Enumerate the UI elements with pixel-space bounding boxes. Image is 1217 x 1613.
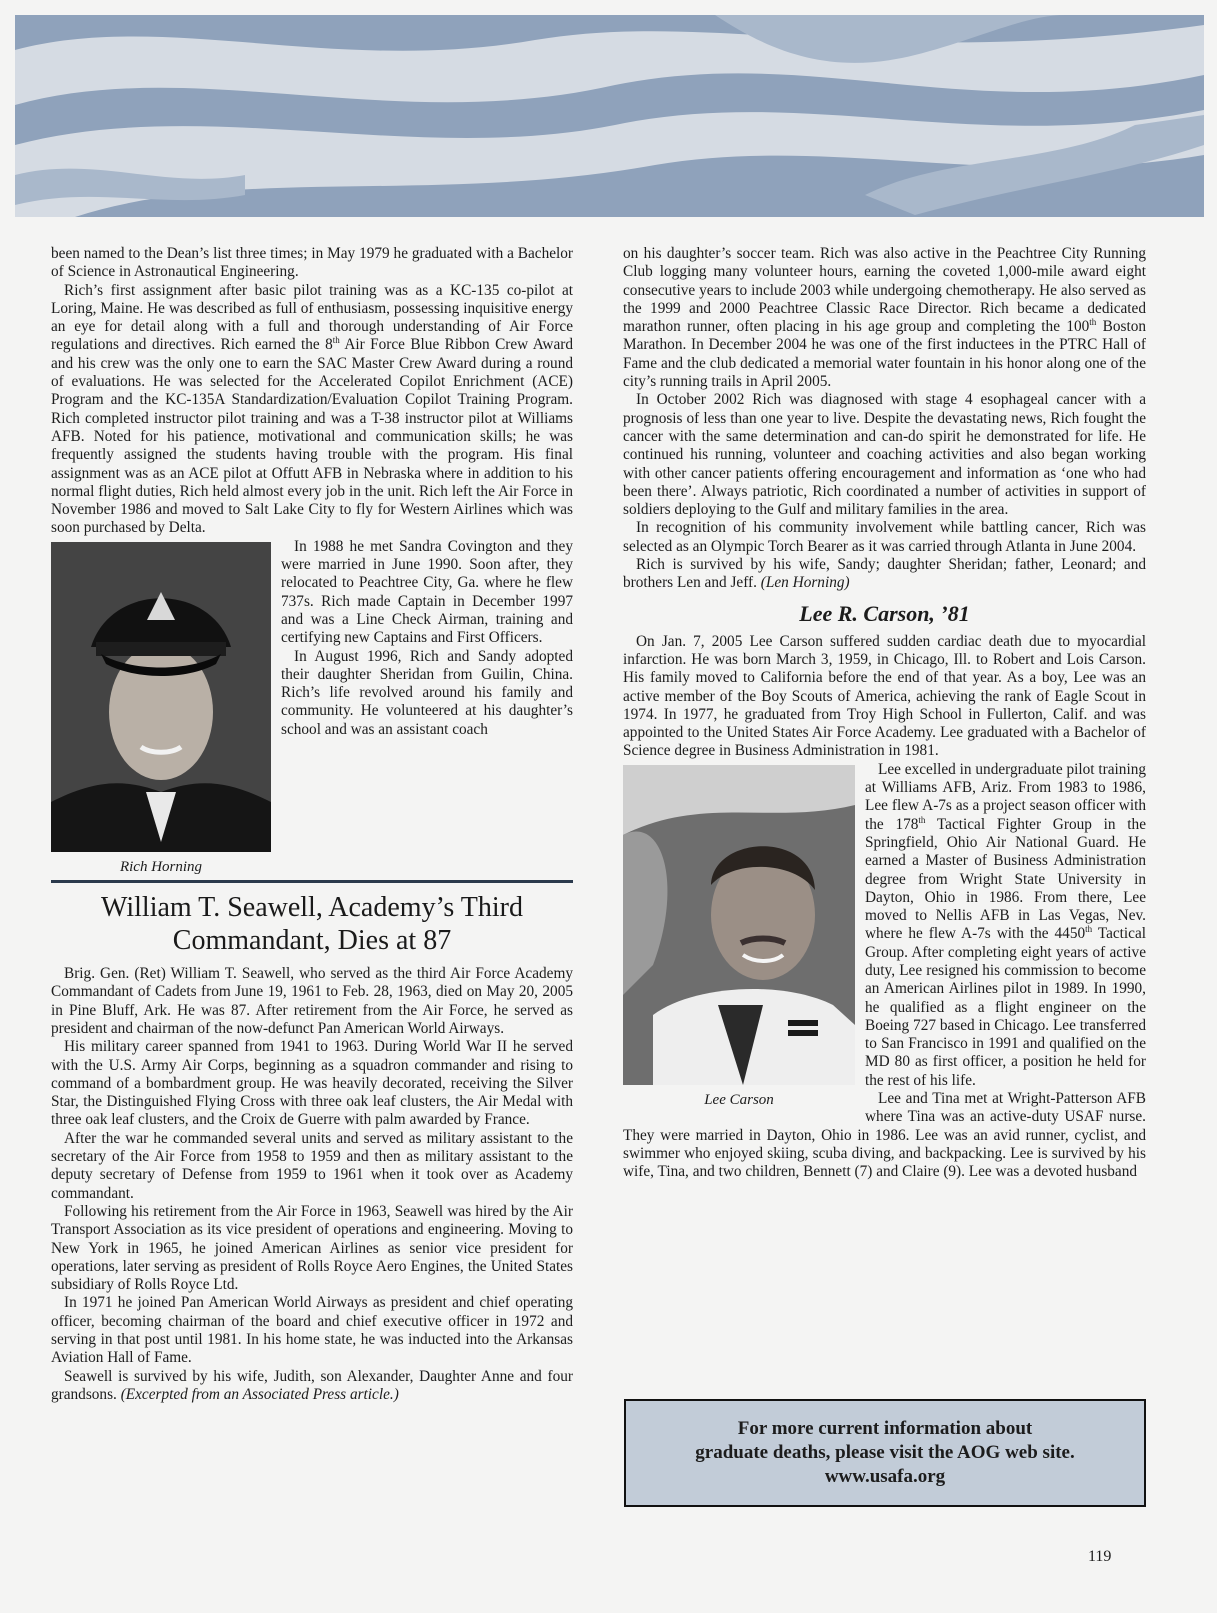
- horning-paragraph-1: been named to the Dean’s list three times; in May 1979 he graduated with a Bachelor of Science in Astronautical Engineering.: [51, 245, 573, 281]
- rich-horning-photo: [51, 542, 271, 876]
- carson-paragraph-2: Lee excelled in undergraduate pilot training at Williams AFB, Ariz. From 1983 to 1986, Lee flew A-7s as a project season officer with the 178th Tactical Fighter Group in the Springfield, Ohio Air National Guard. He earned a Master of Business Administration degree from Wright State University in Dayton, Ohio in 1986. From there, Lee moved to Nellis AFB in Las Vegas, Nev. where he flew A-7s with the 4450th Tactical Group. After completing eight years of active duty, Lee resigned his commission to become an American Airlines pilot in 1989. In 1990, he qualified as a flight engineer on the Boeing 727 based in Chicago. Lee transferred to San Francisco in 1991 and qualified on the MD 80 as first officer, a position he held for the rest of his life.: [865, 760, 1147, 1089]
- section-divider: [51, 880, 573, 883]
- seawell-paragraph-1: Brig. Gen. (Ret) William T. Seawell, who served as the third Air Force Academy Commandant of Cadets from June 19, 1961 to Feb. 28, 1963, died on May 20, 2005 in Pine Bluff, Ark. He was 87. After retirement from the Air Force, he served as president and chairman of the now-defunct Pan American World Airways.: [51, 965, 573, 1037]
- website-link[interactable]: www.usafa.org: [824, 1466, 946, 1487]
- photo-caption: Rich Horning: [119, 858, 203, 875]
- photo-caption: Lee Carson: [704, 1091, 774, 1108]
- obituary-heading: Lee R. Carson, ’81: [799, 600, 970, 626]
- lee-carson-photo: [623, 765, 855, 1109]
- seawell-paragraph-3: After the war he commanded several units and served as military assistant to the secretary of the Air Force from 1958 to 1959 and then as military assistant to the deputy secretary of Defense from 1959 to 1961 when it took over as Academy commandant.: [51, 1129, 573, 1202]
- horning-continued-paragraph-4: Rich is survived by his wife, Sandy; daughter Sheridan; father, Leonard; and brothers Len and Jeff. (Len Horning): [623, 556, 1146, 592]
- notice-line-1: For more current information about: [737, 1418, 1033, 1439]
- carson-paragraph-3: Lee and Tina met at Wright-Patterson AFB where Tina was an active-duty USAF nurse. They were married in Dayton, Ohio in 1986. Lee was an avid runner, cyclist, and swimmer who enjoyed skiing, scuba diving, and backpacking. Lee is survived by his wife, Tina, and two children, Bennett (7) and Claire (9). Lee was a devoted husband: [623, 1090, 1146, 1181]
- seawell-paragraph-4: Following his retirement from the Air Force in 1963, Seawell was hired by the Air Transport Association as its vice president of operations and engineering. Moving to New York in 1965, he joined American Airlines as senior vice president for operations, later serving as president of Rolls Royce Aero Engines, the United States subsidiary of Rolls Royce Ltd.: [51, 1202, 573, 1294]
- horning-continued-paragraph-1: on his daughter’s soccer team. Rich was also active in the Peachtree City Running Club logging many volunteer hours, earning the coveted 1,000-mile award eight consecutive years to include 2003 while undergoing chemotherapy. He also served as the 1999 and 2000 Peachtree Classic Race Director. Rich became a dedicated marathon runner, often placing in his age group and completing the 100th Boston Marathon. In December 2004 he was one of the first inductees in the PTRC Hall of Fame and the club dedicated a memorial water fountain in his honor along one of the city’s running trails in April 2005.: [623, 245, 1146, 391]
- horning-paragraph-4: In August 1996, Rich and Sandy adopted their daughter Sheridan from Guilin, China. Rich’s life revolved around his family and community. He volunteered at his daughter’s school and was an assistant coach: [281, 647, 573, 738]
- brushstroke-graphic: [15, 15, 1204, 217]
- author-credit: (Len Horning): [760, 574, 850, 592]
- portrait-image: [51, 542, 271, 852]
- carson-paragraph-1: On Jan. 7, 2005 Lee Carson suffered sudden cardiac death due to myocardial infarction. He was born March 3, 1959, in Chicago, Ill. to Robert and Lois Carson. His family moved to California before the end of that year. As a boy, Lee was an active member of the Boy Scouts of America, achieving the rank of Eagle Scout in 1974. In 1977, he graduated from Troy High School in Fullerton, Calif. and was appointed to the United States Air Force Academy. Lee graduated with a Bachelor of Science degree in Business Administration in 1981.: [623, 632, 1146, 760]
- left-column: [51, 245, 573, 1404]
- seawell-paragraph-2: His military career spanned from 1941 to 1963. During World War II he served with the U.S. Army Air Corps, beginning as a squadron commander and rising to command of a bombardment group. He was heavily decorated, receiving the Silver Star, the Distinguished Flying Cross with three oak leaf clusters, the Air Medal with three oak leaf clusters, and the Croix de Guerre with palm awarded by France.: [51, 1038, 573, 1129]
- horning-paragraph-3: In 1988 he met Sandra Covington and they were married in June 1990. Soon after, they relocated to Peachtree City, Ga. where he flew 737s. Rich made Captain in December 1997 and was a Line Check Airman, training and certifying new Captains and First Officers.: [281, 537, 573, 647]
- source-credit: (Excerpted from an Associated Press article.): [120, 1385, 399, 1403]
- article-headline: William T. Seawell, Academy’s Third Commandant, Dies at 87: [101, 892, 523, 957]
- notice-line-2: graduate deaths, please visit the AOG web site.: [695, 1442, 1075, 1463]
- decorative-banner: [15, 15, 1204, 217]
- horning-paragraph-2: Rich’s first assignment after basic pilot training was as a KC-135 co-pilot at Loring, Maine. He was described as full of enthusiasm, possessing inquisitive energy an eye for detail along with a full and thorough understanding of Air Force regulations and directives. Rich earned the 8th Air Force Blue Ribbon Crew Award and his crew was the only one to earn the SAC Master Crew Award during a round of evaluations. He was selected for the Accelerated Copilot Enrichment (ACE) Program and the KC-135A Standardization/Evaluation Copilot Training Program. Rich completed instructor pilot training and was a T-38 instructor pilot at Williams AFB. Noted for his patience, motivational and communication skills; he was frequently assigned the students having trouble with the program. His final assignment was as an ACE pilot at Offutt AFB in Nebraska where in addition to his normal flight duties, Rich held almost every job in the unit. Rich left the Air Force in November 1986 and moved to Salt Lake City to fly for Western Airlines which was soon purchased by Delta.: [51, 281, 573, 537]
- aog-website-notice: [624, 1399, 1146, 1507]
- page-number: 119: [1088, 1548, 1112, 1565]
- horning-continued-paragraph-3: In recognition of his community involvement while battling cancer, Rich was selected as an Olympic Torch Bearer as it was carried through Atlanta in June 2004.: [623, 519, 1146, 555]
- seawell-paragraph-6: Seawell is survived by his wife, Judith, son Alexander, Daughter Anne and four grandsons. (Excerpted from an Associated Press article.): [51, 1367, 573, 1403]
- right-column: [623, 245, 1146, 1182]
- seawell-paragraph-5: In 1971 he joined Pan American World Airways as president and chief operating officer, becoming chairman of the board and chief executive officer in 1972 and serving in that post until 1981. In his home state, he was inducted into the Arkansas Aviation Hall of Fame.: [51, 1294, 573, 1367]
- horning-continued-paragraph-2: In October 2002 Rich was diagnosed with stage 4 esophageal cancer with a prognosis of less than one year to live. Despite the devastating news, Rich fought the cancer with the same determination and can-do spirit he demonstrated for life. He continued his running, volunteer and coaching activities and also began working with other cancer patients offering encouragement and information as ‘one who had been there’. Always patriotic, Rich coordinated a number of activities in support of soldiers deploying to the Gulf and military families in the area.: [623, 391, 1146, 519]
- portrait-image: [623, 765, 855, 1085]
